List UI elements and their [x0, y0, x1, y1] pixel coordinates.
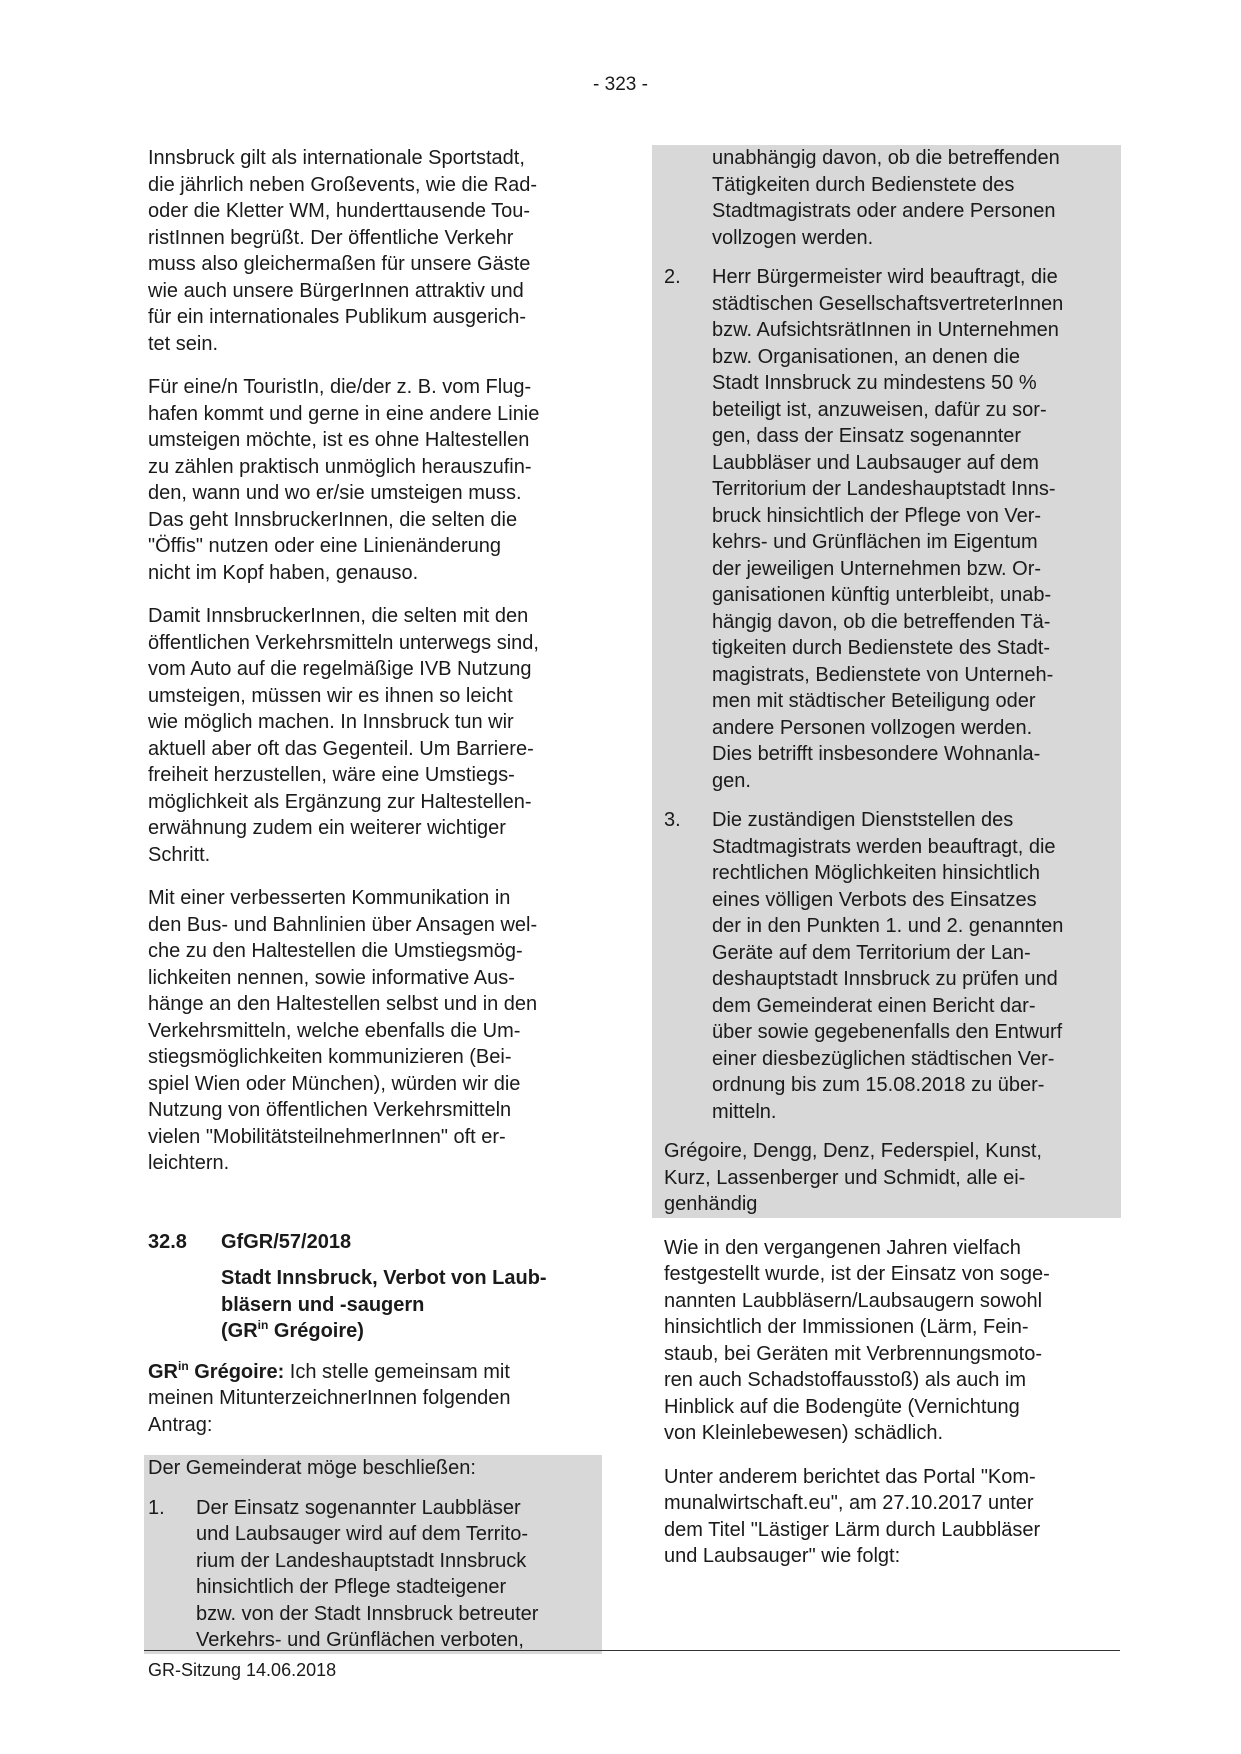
- text-line: deshauptstadt Innsbruck zu prüfen und: [712, 968, 1058, 990]
- text-line: der jeweiligen Unternehmen bzw. Or-: [712, 557, 1042, 580]
- text-line: erwähnung zudem ein weiterer wichtiger: [148, 817, 506, 839]
- text-line: muss also gleichermaßen für unsere Gäste: [148, 253, 531, 275]
- signatories: [664, 1138, 1117, 1218]
- text-line: umsteigen möchte, ist es ohne Haltestellen: [148, 429, 530, 451]
- text-line: bzw. von der Stadt Innsbruck betreuter: [196, 1602, 539, 1625]
- section-heading: [148, 1229, 600, 1256]
- text-line: Die zuständigen Dienststellen des: [712, 809, 1014, 831]
- text-line: unabhängig davon, ob die betreffenden: [712, 147, 1060, 169]
- left-column: [148, 145, 600, 1654]
- text-line: möglichkeit als Ergänzung zur Haltestellen-: [148, 790, 532, 813]
- text-line: men mit städtischer Beteiligung oder: [712, 690, 1036, 712]
- text-line: spiel Wien oder München), würden wir die: [148, 1072, 521, 1095]
- text-line: vom Auto auf die regelmäßige IVB Nutzung: [148, 658, 532, 680]
- text-line: städtischen GesellschaftsvertreterInnen: [712, 292, 1064, 315]
- text-line: stiegsmöglichkeiten kommunizieren (Bei-: [148, 1046, 512, 1068]
- text-line: und Laubsauger wird auf dem Territo-: [196, 1523, 529, 1545]
- paragraph-touristen: [148, 374, 600, 586]
- text-line: oder die Kletter WM, hunderttausende Tou-: [148, 200, 531, 222]
- text-line: bläsern und -saugern: [221, 1293, 425, 1316]
- text-line: vielen "MobilitätsteilnehmerInnen" oft er-: [148, 1125, 506, 1148]
- footer-divider: [144, 1650, 1120, 1651]
- motion-item-1: [148, 1495, 600, 1654]
- text-line: und Laubsauger" wie folgt:: [664, 1545, 901, 1567]
- text-line: meinen MitunterzeichnerInnen folgenden: [148, 1387, 511, 1409]
- text-line: einer diesbezüglichen städtischen Ver-: [712, 1047, 1055, 1070]
- text-line: Dies betrifft insbesondere Wohnanla-: [712, 743, 1041, 765]
- text-line: bruck hinsichtlich der Pflege von Ver-: [712, 504, 1042, 527]
- text-line: genhändig: [664, 1193, 758, 1215]
- text-line: dem Gemeinderat einen Bericht dar-: [712, 994, 1036, 1017]
- text-line: hinsichtlich der Pflege stadteigener: [196, 1576, 507, 1598]
- text-line: Geräte auf dem Territorium der Lan-: [712, 941, 1031, 964]
- text-line: ristInnen begrüßt. Der öffentliche Verkehr: [148, 226, 514, 249]
- text-line: Innsbruck gilt als internationale Sportstadt,: [148, 147, 525, 169]
- text-line: mitteln.: [712, 1100, 777, 1123]
- text-line: für ein internationales Publikum ausgerich-: [148, 306, 526, 328]
- text-line: über sowie gegebenenfalls den Entwurf: [712, 1021, 1063, 1043]
- motion-item-1-number: 1.: [148, 1496, 165, 1519]
- text-line: Stadt Innsbruck zu mindestens 50 %: [712, 372, 1037, 394]
- paragraph-begruendung: [664, 1235, 1119, 1447]
- text-line: ordnung bis zum 15.08.2018 zu über-: [712, 1074, 1045, 1096]
- text-line: lichkeiten nennen, sowie informative Aus-: [148, 966, 515, 989]
- motion-item-1-text: [196, 1495, 600, 1654]
- text-line: ren auch Schadstoffausstoß) als auch im: [664, 1369, 1027, 1391]
- text-line: Damit InnsbruckerInnen, die selten mit den: [148, 605, 529, 627]
- text-line: "Öffis" nutzen oder eine Linienänderung: [148, 535, 501, 557]
- text-line: andere Personen vollzogen werden.: [712, 716, 1033, 739]
- text-line: Tätigkeiten durch Bedienstete des: [712, 173, 1015, 196]
- text-line: Stadt Innsbruck, Verbot von Laub-: [221, 1267, 547, 1289]
- text-line: leichtern.: [148, 1152, 230, 1174]
- text-line: freiheit herzustellen, wäre eine Umstiegs-: [148, 764, 515, 786]
- text-line: Grégoire, Dengg, Denz, Federspiel, Kunst,: [664, 1140, 1042, 1162]
- text-line: die jährlich neben Großevents, wie die Rad-: [148, 173, 538, 196]
- text-line: Unter anderem berichtet das Portal "Kom-: [664, 1465, 1036, 1488]
- section-title-author: ($GR^{in}$ Grégoire): [221, 1318, 364, 1342]
- text-line: hinsichtlich der Immissionen (Lärm, Fein-: [664, 1316, 1029, 1338]
- text-line: öffentlichen Verkehrsmitteln unterwegs sind,: [148, 631, 539, 654]
- text-line: bzw. AufsichtsrätInnen in Unternehmen: [712, 319, 1059, 341]
- text-line: magistrats, Bedienstete von Unterneh-: [712, 663, 1054, 686]
- text-line: Stadtmagistrats werden beauftragt, die: [712, 835, 1056, 858]
- text-line: kehrs- und Grünflächen im Eigentum: [712, 531, 1038, 553]
- text-line: gen.: [712, 769, 751, 792]
- paragraph-kommunikation: [148, 885, 600, 1177]
- text-line: Für eine/n TouristIn, die/der z. B. vom Flug-: [148, 376, 532, 398]
- text-line: beteiligt ist, anzuweisen, dafür zu sor-: [712, 398, 1047, 421]
- text-line: Mit einer verbesserten Kommunikation in: [148, 887, 511, 909]
- text-line: staub, bei Geräten mit Verbrennungsmoto-: [664, 1342, 1042, 1365]
- motion-intro-rest: [148, 1385, 600, 1438]
- text-line: den Bus- und Bahnlinien über Ansagen wel-: [148, 913, 538, 936]
- motion-box-continued: [652, 145, 1121, 1218]
- motion-item-1-continued: [664, 145, 1117, 251]
- text-line: tet sein.: [148, 332, 219, 355]
- section-title: [148, 1265, 600, 1345]
- text-line: Das geht InnsbruckerInnen, die selten die: [148, 508, 518, 531]
- motion-item-2-text: [712, 264, 1117, 794]
- text-line: Der Einsatz sogenannter Laubbläser: [196, 1496, 521, 1519]
- text-line: Herr Bürgermeister wird beauftragt, die: [712, 266, 1058, 288]
- text-line: der in den Punkten 1. und 2. genannten: [712, 915, 1064, 937]
- text-line: rium der Landeshauptstadt Innsbruck: [196, 1549, 527, 1572]
- text-line: den, wann und wo er/sie umsteigen muss.: [148, 482, 522, 504]
- paragraph-portal: [664, 1464, 1119, 1570]
- text-line: hänge an den Haltestellen selbst und in den: [148, 993, 538, 1015]
- motion-header: Der Gemeinderat möge beschließen:: [148, 1457, 476, 1479]
- motion-intro: [148, 1359, 600, 1439]
- text-line: Schritt.: [148, 843, 211, 866]
- text-line: Nutzung von öffentlichen Verkehrsmitteln: [148, 1099, 512, 1121]
- text-line: hafen kommt und gerne in eine andere Linie: [148, 402, 540, 425]
- text-line: ganisationen künftig unterbleibt, unab-: [712, 584, 1052, 606]
- footer-session-date: GR-Sitzung 14.06.2018: [148, 1660, 337, 1680]
- text-line: Territorium der Landeshauptstadt Inns-: [712, 478, 1056, 500]
- text-line: aktuell aber oft das Gegenteil. Um Barriere-: [148, 737, 534, 760]
- text-line: hängig davon, ob die betreffenden Tä-: [712, 610, 1051, 633]
- text-line: festgestellt wurde, ist der Einsatz von soge-: [664, 1263, 1050, 1285]
- motion-item-3-text: [712, 807, 1117, 1125]
- motion-item-3-number: 3.: [664, 809, 681, 831]
- page-number: - 323 -: [593, 74, 648, 95]
- text-line: zu zählen praktisch unmöglich herauszufin-: [148, 455, 532, 478]
- text-line: bzw. Organisationen, an denen die: [712, 345, 1020, 368]
- motion-item-3: [664, 807, 1117, 1125]
- text-line: rechtlichen Möglichkeiten hinsichtlich: [712, 862, 1040, 884]
- text-line: wie möglich machen. In Innsbruck tun wir: [148, 711, 514, 733]
- paragraph-barrierefreiheit: [148, 603, 600, 868]
- text-line: che zu den Haltestellen die Umstiegsmög-: [148, 940, 523, 962]
- section-title-lines: [221, 1265, 600, 1318]
- text-line: nicht im Kopf haben, genauso.: [148, 561, 419, 584]
- text-line: wie auch unsere BürgerInnen attraktiv und: [148, 279, 524, 302]
- text-line: nannten Laubbläsern/Laubsaugern sowohl: [664, 1289, 1043, 1312]
- text-line: Stadtmagistrats oder andere Personen: [712, 200, 1056, 222]
- section-code: GfGR/57/2018: [221, 1230, 352, 1253]
- text-line: Antrag:: [148, 1413, 213, 1436]
- motion-item-2: [664, 264, 1117, 794]
- text-line: gen, dass der Einsatz sogenannter: [712, 425, 1022, 447]
- text-line: Hinblick auf die Bodengüte (Vernichtung: [664, 1395, 1020, 1418]
- text-line: eines völligen Verbots des Einsatzes: [712, 888, 1037, 911]
- text-line: Kurz, Lassenberger und Schmidt, alle ei-: [664, 1166, 1026, 1189]
- motion-intro-first-line: $GR^{in}$ Grégoire: Ich stelle gemeinsam mit: [148, 1358, 510, 1383]
- text-line: dem Titel "Lästiger Lärm durch Laubbläser: [664, 1518, 1041, 1541]
- text-line: von Kleinlebewesen) schädlich.: [664, 1422, 944, 1444]
- text-line: Verkehrs- und Grünflächen verboten,: [196, 1629, 524, 1651]
- text-line: Verkehrsmitteln, welche ebenfalls die Um-: [148, 1019, 521, 1042]
- text-line: umsteigen, müssen wir es ihnen so leicht: [148, 684, 513, 707]
- text-line: vollzogen werden.: [712, 226, 874, 249]
- motion-box: [144, 1455, 602, 1654]
- text-line: Wie in den vergangenen Jahren vielfach: [664, 1236, 1021, 1259]
- text-line: tigkeiten durch Bedienstete des Stadt-: [712, 637, 1050, 659]
- right-column: [664, 145, 1119, 1587]
- text-line: munalwirtschaft.eu", am 27.10.2017 unter: [664, 1492, 1034, 1514]
- text-line: Laubbläser und Laubsauger auf dem: [712, 451, 1039, 474]
- motion-item-2-number: 2.: [664, 266, 681, 288]
- paragraph-sportstadt: [148, 145, 600, 357]
- section-number: 32.8: [148, 1230, 187, 1253]
